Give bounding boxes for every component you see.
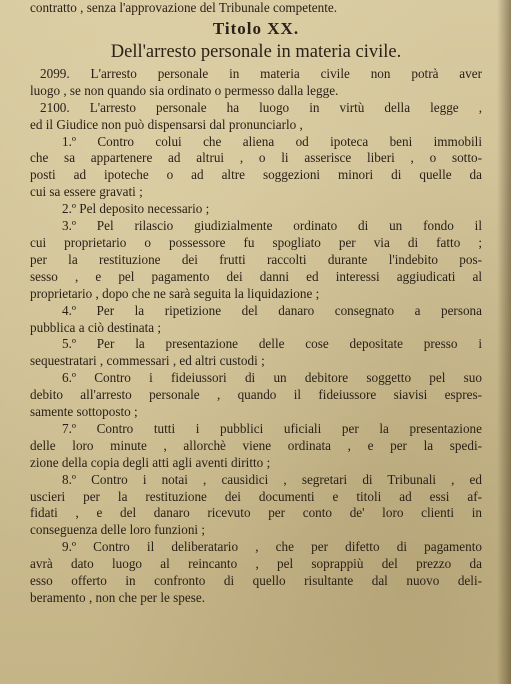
text-line: esso offerto in confronto di quello risultante dal nuovo deli-	[30, 573, 482, 589]
text-line: cui proprietario o possessore fu spogliato per via di fatto ;	[30, 234, 482, 250]
text-line: samente sottoposto ;	[30, 404, 138, 420]
text-line: 2100. L'arresto personale ha luogo in virtù della legge ,	[40, 99, 482, 115]
body-lines	[30, 66, 482, 607]
text-line: pubblica a ciò destinata ;	[30, 319, 162, 335]
text-line: ed il Giudice non può dispensarsi dal pronunciarlo ,	[30, 116, 303, 132]
text-line: posti ad ipoteche o ad altre soggezioni minori di quelle da	[30, 167, 482, 183]
text-line: delle loro minute , allorchè viene ordinata , e per la spedi-	[30, 437, 482, 453]
text-line: uscieri per la restituzione dei documenti e titoli ad essi af-	[30, 488, 482, 504]
text-line: 3.º Pel rilascio giudizialmente ordinato di un fondo il	[62, 218, 482, 234]
text-line: cui sa essere gravati ;	[30, 184, 143, 200]
text-line: 2099. L'arresto personale in materia civile non potrà aver	[40, 65, 482, 81]
page-text	[30, 0, 482, 607]
text-line: zione della copia degli atti agli aventi diritto ;	[30, 454, 271, 470]
text-line: 9.º Contro il deliberatario , che per difetto di pagamento	[62, 539, 482, 555]
text-line: beramento , non che per le spese.	[30, 590, 206, 605]
text-line: luogo , se non quando sia ordinato o permesso dalla legge.	[30, 82, 339, 98]
text-line: 8.º Contro i notai , causidici , segretari di Tribunali , ed	[62, 471, 482, 487]
text-line: sesso , e pel pagamento dei danni ed interessi aggiudicati al	[30, 268, 482, 284]
text-line: che sa appartenere ad altrui , o li asserisce liberi , o sotto-	[30, 150, 482, 166]
text-line: proprietario , dopo che ne sarà seguita la liquidazione ;	[30, 285, 320, 301]
text-line: 1.º Contro colui che aliena od ipoteca beni immobili	[62, 133, 482, 149]
section-subtitle: Dell'arresto personale in materia civile.	[110, 41, 402, 62]
text-line: debito all'arresto personale , quando il fideiussore siavisi espres-	[30, 387, 482, 403]
text-line: 4.º Per la ripetizione del danaro consegnato a persona	[62, 302, 482, 318]
text-line: 7.º Contro tutti i pubblici uficiali per la presentazione	[62, 420, 482, 436]
text-line: 5.º Per la presentazione delle cose depositate presso i	[62, 336, 482, 352]
text-line: avrà dato luogo al reincanto , pel soprappiù del prezzo da	[30, 556, 482, 572]
text-line: sequestratari , commessari , ed altri custodi ;	[30, 353, 265, 369]
top-line: contratto , senza l'approvazione del Tribunale competente.	[30, 0, 338, 15]
section-title: Titolo XX.	[212, 18, 300, 38]
page-spine-shadow	[497, 0, 511, 684]
text-line: 2.º Pel deposito necessario ;	[62, 201, 210, 217]
text-line: per la restituzione dei frutti raccolti durante l'indebito pos-	[30, 251, 482, 267]
text-line: conseguenza delle loro funzioni ;	[30, 522, 206, 538]
text-line: fidati , e del danaro ricevuto per conto de' loro clienti in	[30, 505, 482, 521]
text-line: 6.º Contro i fideiussori di un debitore soggetto pel suo	[62, 370, 482, 386]
